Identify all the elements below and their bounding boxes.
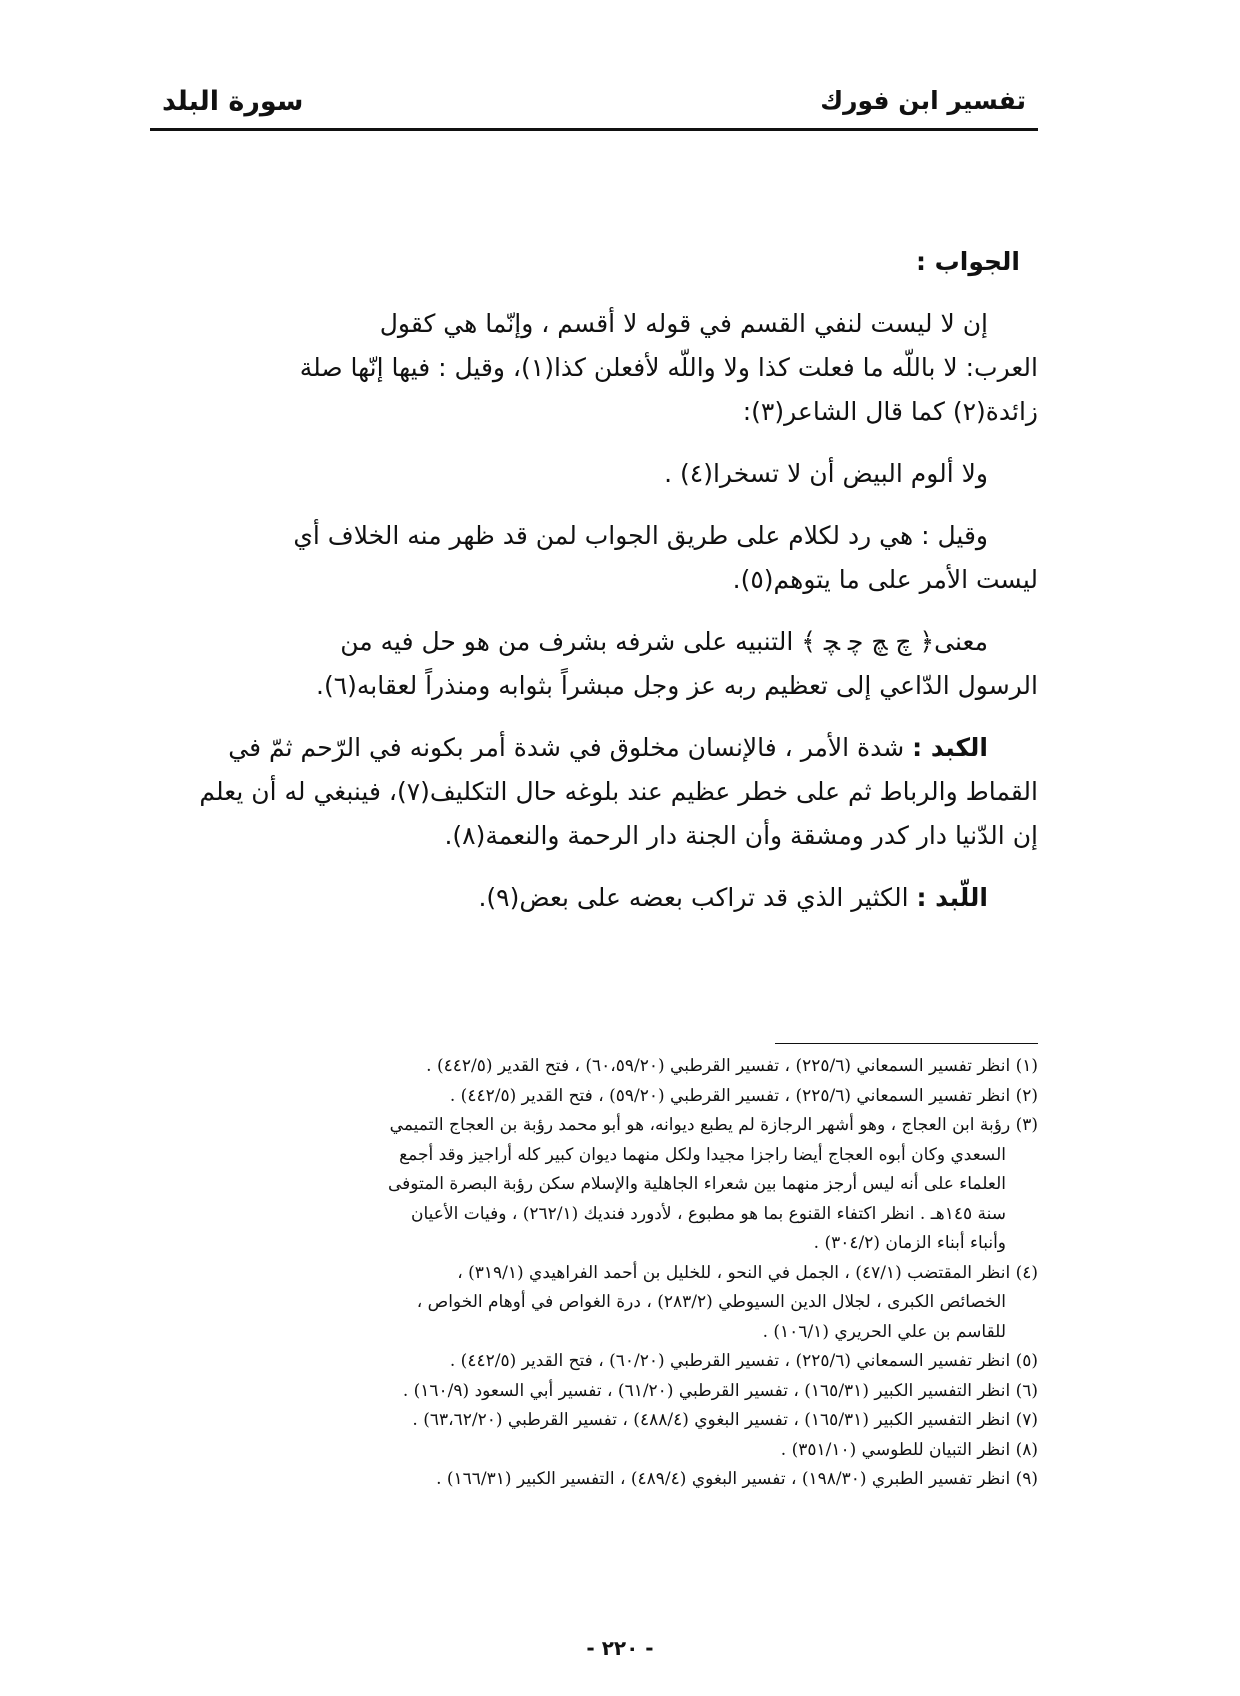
text-line — [150, 726, 1038, 770]
paragraph-kabad — [150, 726, 1038, 858]
paragraph-answer — [150, 302, 1038, 434]
footnote-separator — [775, 1043, 1038, 1044]
footnote-2: (٢) انظر تفسير السمعاني (٢٢٥/٦) ، تفسير القرطبي (٥٩/٢٠) ، فتح القدير (٤٤٢/٥) . — [449, 1085, 1038, 1106]
text-line — [150, 620, 1038, 664]
footnote-3-continuation: وأنباء أبناء الزمان (٣٠٤/٢) . — [813, 1233, 1006, 1253]
text-line: الرسول الدّاعي إلى تعظيم ربه عز وجل مبشراً بثوابه ومنذراً لعقابه(٦). — [316, 671, 1038, 700]
answer-heading: الجواب : — [915, 247, 1020, 276]
footnote-1: (١) انظر تفسير السمعاني (٢٢٥/٦) ، تفسير القرطبي (٦٠،٥٩/٢٠) ، فتح القدير (٤٤٢/٥) . — [426, 1056, 1038, 1076]
footnotes — [150, 1052, 1038, 1495]
quran-verse-glyphs: ﴿ ﭺ ﭻ ﭼ ﭽ ﴾ — [801, 627, 935, 656]
footnote-4-continuation: للقاسم بن علي الحريري (١٠٦/١) . — [762, 1321, 1006, 1342]
text-line: ليست الأمر على ما يتوهم(٥). — [732, 565, 1038, 594]
meaning-prefix: معنى — [934, 627, 988, 656]
main-text — [150, 240, 1038, 920]
footnote-9: (٩) انظر تفسير الطبري (١٩٨/٣٠) ، تفسير البغوي (٤٨٩/٤) ، التفسير الكبير (١٦٦/٣١) . — [436, 1469, 1038, 1489]
text-line: وقيل : هي رد لكلام على طريق الجواب لمن قد ظهر منه الخلاف أي — [293, 521, 988, 550]
paragraph-lubad — [150, 876, 1038, 920]
text-line: زائدة(٢) كما قال الشاعر(٣): — [742, 397, 1038, 426]
footnote-8: (٨) انظر التبيان للطوسي (٣٥١/١٠) . — [780, 1439, 1038, 1460]
footnote-3: (٣) رؤبة ابن العجاج ، وهو أشهر الرجازة لم يطبع ديوانه، هو أبو محمد رؤبة بن العجاج التميمي — [389, 1115, 1038, 1135]
footnote-5: (٥) انظر تفسير السمعاني (٢٢٥/٦) ، تفسير القرطبي (٦٠/٢٠) ، فتح القدير (٤٤٢/٥) . — [449, 1351, 1038, 1371]
header-divider — [150, 128, 1038, 131]
poetry-verse: ولا ألوم البيض أن لا تسخرا(٤) . — [664, 459, 988, 488]
page-number: - ٢٢٠ - — [586, 1636, 654, 1660]
term-lubad: اللّبد : — [916, 883, 988, 912]
kabad-definition: شدة الأمر ، فالإنسان مخلوق في شدة أمر بكونه في الرّحم ثمّ في — [228, 733, 905, 762]
lubad-definition: الكثير الذي قد تراكب بعضه على بعض(٩). — [478, 883, 909, 912]
footnote-4: (٤) انظر المقتضب (٤٧/١) ، الجمل في النحو ، للخليل بن أحمد الفراهيدي (٣١٩/١) ، — [457, 1262, 1038, 1283]
footnote-4-continuation: الخصائص الكبرى ، لجلال الدين السيوطي (٢٨٣/٢) ، درة الغواص في أوهام الخواص ، — [416, 1292, 1006, 1312]
surah-title: سورة البلد — [162, 86, 304, 117]
paragraph-response — [150, 514, 1038, 602]
text-line: إن لا ليست لنفي القسم في قوله لا أقسم ، وإنّما هي كقول — [379, 309, 988, 338]
text-line: العرب: لا باللّه ما فعلت كذا ولا واللّه لأفعلن كذا(١)، وقيل : فيها إنّها صلة — [299, 353, 1038, 382]
book-title: تفسير ابن فورك — [820, 86, 1026, 115]
footnote-7: (٧) انظر التفسير الكبير (١٦٥/٣١) ، تفسير البغوي (٤٨٨/٤) ، تفسير القرطبي (٦٣،٦٢/٢٠) . — [412, 1410, 1038, 1430]
text-line: إن الدّنيا دار كدر ومشقة وأن الجنة دار الرحمة والنعمة(٨). — [444, 821, 1038, 850]
running-header — [150, 86, 1038, 126]
footnote-3-continuation: العلماء على أنه ليس أرجز منهما بين شعراء الجاهلية والإسلام سكن رؤبة البصرة المتوفى — [388, 1174, 1006, 1194]
footnote-3-continuation: سنة ١٤٥هـ . انظر اكتفاء القنوع بما هو مطبوع ، لأدورد فنديك (٢٦٢/١) ، وفيات الأعيان — [411, 1203, 1006, 1224]
footnote-3-continuation: السعدي وكان أبوه العجاج أيضا راجزا مجيدا ولكل منهما ديوان كبير كله أراجيز وقد أجمع — [399, 1144, 1006, 1165]
meaning-text: التنبيه على شرفه بشرف من هو حل فيه من — [340, 627, 794, 656]
paragraph-meaning — [150, 620, 1038, 708]
term-kabad: الكبد : — [912, 733, 988, 762]
footnote-6: (٦) انظر التفسير الكبير (١٦٥/٣١) ، تفسير القرطبي (٦١/٢٠) ، تفسير أبي السعود (١٦٠/٩) . — [402, 1380, 1038, 1401]
text-line: القماط والرباط ثم على خطر عظيم عند بلوغه حال التكليف(٧)، فينبغي له أن يعلم — [199, 777, 1038, 806]
